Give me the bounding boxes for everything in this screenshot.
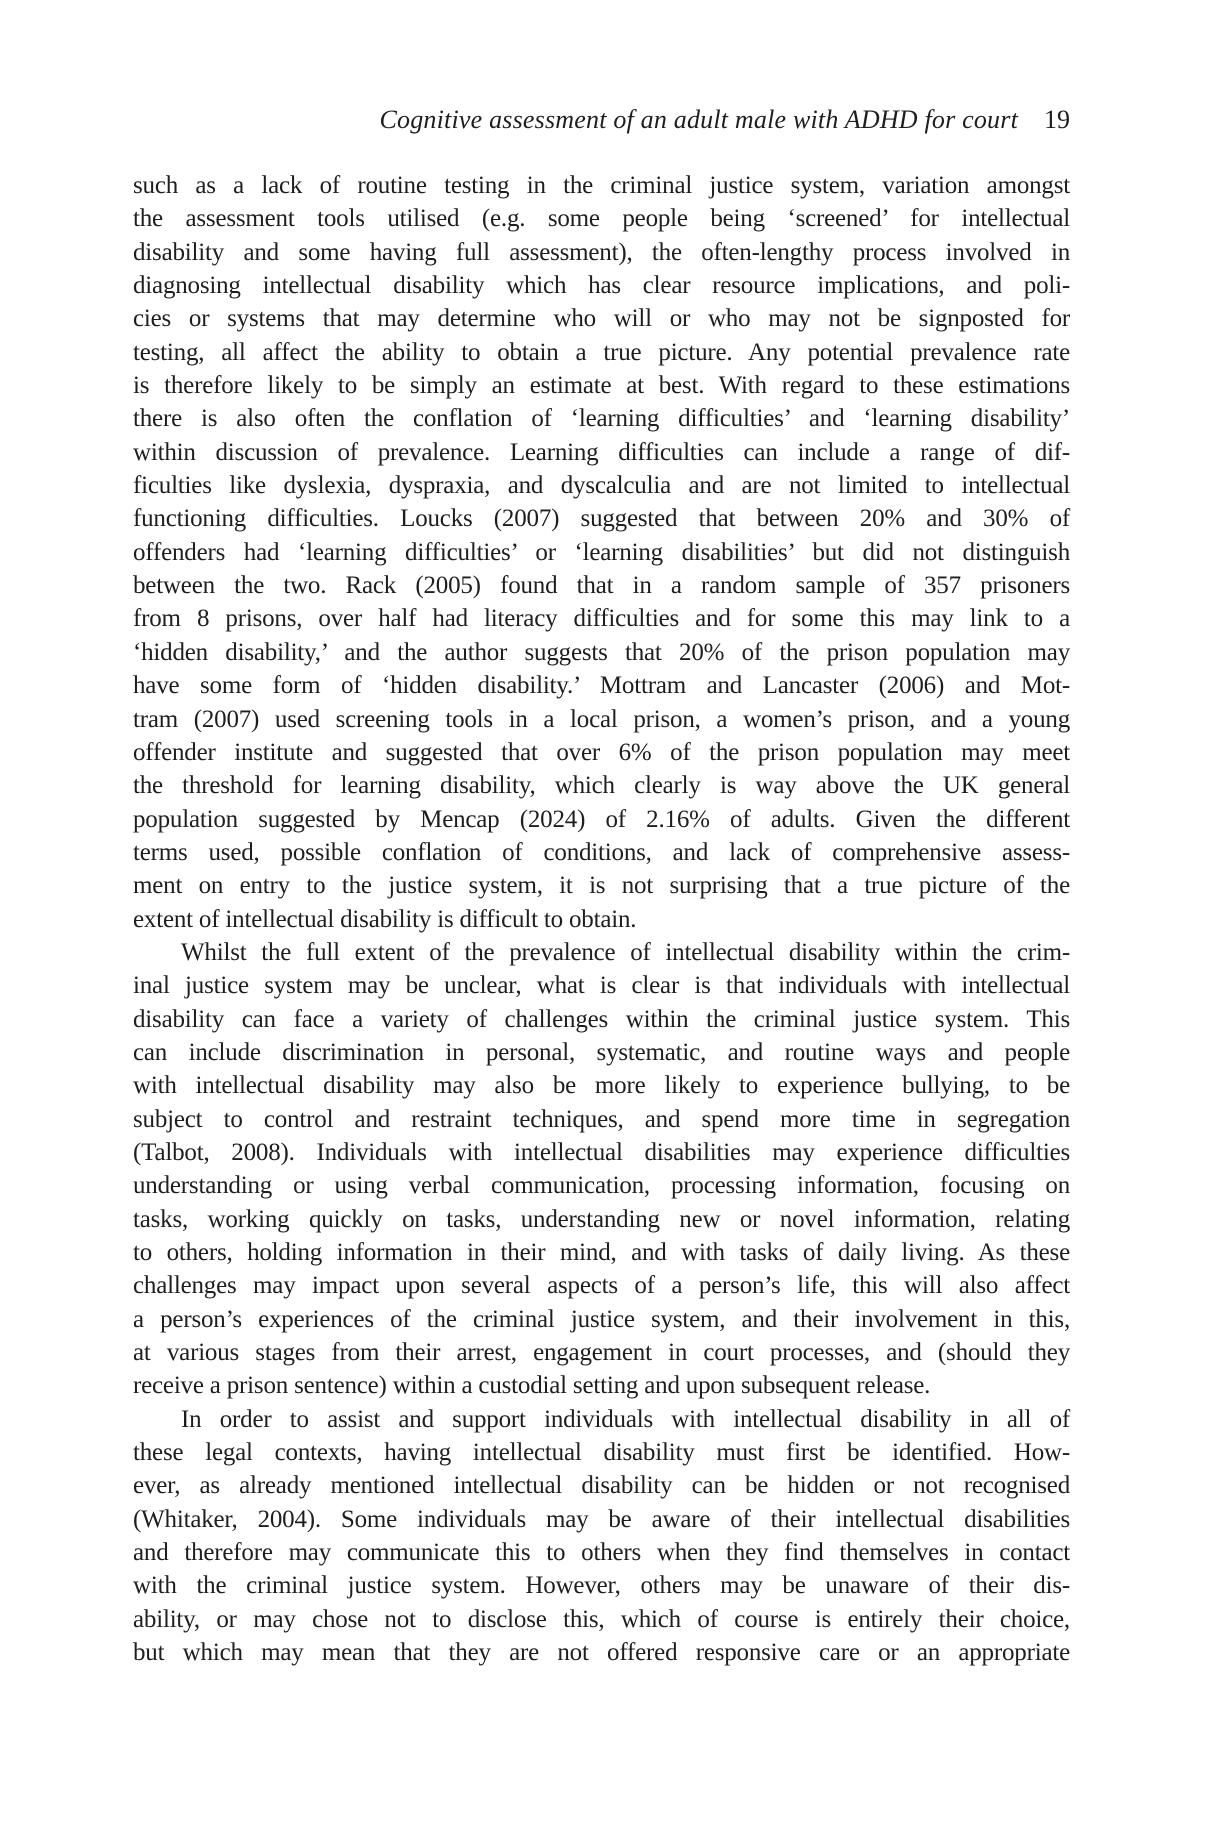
text-line: these legal contexts, having intellectual disability must first be identified. How- [133, 1439, 1070, 1467]
text-line: the assessment tools utilised (e.g. some people being ‘screened’ for intellectual [133, 205, 1070, 233]
text-line: receive a prison sentence) within a custodial setting and upon subsequent release. [133, 1372, 931, 1400]
text-line: ever, as already mentioned intellectual disability can be hidden or not recognised [133, 1472, 1070, 1500]
text-line: Whilst the full extent of the prevalence of intellectual disability within the crim- [181, 938, 1070, 966]
running-header [133, 104, 1070, 136]
text-line: ment on entry to the justice system, it is not surprising that a true picture of the [133, 872, 1070, 900]
text-line: with the criminal justice system. However, others may be unaware of their dis- [133, 1572, 1070, 1600]
text-line: a person’s experiences of the criminal justice system, and their involvement in this, [133, 1305, 1070, 1333]
text-line: there is also often the conflation of ‘learning difficulties’ and ‘learning disability’ [133, 405, 1070, 433]
text-line: population suggested by Mencap (2024) of 2.16% of adults. Given the different [133, 805, 1070, 833]
running-title: Cognitive assessment of an adult male with ADHD for court [379, 105, 1018, 134]
text-line: such as a lack of routine testing in the criminal justice system, variation amongst [133, 172, 1070, 199]
page-number: 19 [1044, 105, 1070, 134]
text-line: In order to assist and support individuals with intellectual disability in all of [181, 1405, 1070, 1433]
text-line: tasks, working quickly on tasks, understanding new or novel information, relating [133, 1205, 1070, 1233]
paragraph [133, 169, 1070, 936]
text-line: terms used, possible conflation of conditions, and lack of comprehensive assess- [133, 838, 1070, 866]
text-line: testing, all affect the ability to obtain a true picture. Any potential prevalence rate [133, 338, 1070, 366]
text-line: subject to control and restraint techniques, and spend more time in segregation [133, 1105, 1070, 1133]
text-line: extent of intellectual disability is difficult to obtain. [133, 905, 637, 933]
text-line: and therefore may communicate this to others when they find themselves in contact [133, 1539, 1070, 1567]
text-line: with intellectual disability may also be more likely to experience bullying, to be [133, 1072, 1070, 1100]
text-line: have some form of ‘hidden disability.’ Mottram and Lancaster (2006) and Mot- [133, 672, 1070, 700]
text-line: at various stages from their arrest, engagement in court processes, and (should they [133, 1339, 1070, 1367]
text-line: between the two. Rack (2005) found that in a random sample of 357 prisoners [133, 572, 1070, 600]
text-line: from 8 prisons, over half had literacy difficulties and for some this may link to a [133, 605, 1070, 633]
paragraph [133, 936, 1070, 1403]
text-line: disability and some having full assessment), the often-lengthy process involved in [133, 238, 1070, 266]
text-line: ability, or may chose not to disclose this, which of course is entirely their choice, [133, 1605, 1070, 1633]
text-line: challenges may impact upon several aspects of a person’s life, this will also affect [133, 1272, 1070, 1300]
text-line: (Whitaker, 2004). Some individuals may be aware of their intellectual disabilities [133, 1505, 1070, 1533]
text-line: inal justice system may be unclear, what is clear is that individuals with intellectual [133, 972, 1070, 1000]
text-line: to others, holding information in their mind, and with tasks of daily living. As these [133, 1239, 1070, 1266]
text-line: ficulties like dyslexia, dyspraxia, and dyscalculia and are not limited to intellectual [133, 472, 1070, 500]
text-line: understanding or using verbal communication, processing information, focusing on [133, 1172, 1070, 1200]
text-line: but which may mean that they are not offered responsive care or an appropriate [133, 1639, 1070, 1667]
text-line: can include discrimination in personal, systematic, and routine ways and people [133, 1038, 1070, 1066]
page-body [133, 169, 1070, 1669]
text-line: diagnosing intellectual disability which has clear resource implications, and poli- [133, 272, 1070, 300]
text-line: the threshold for learning disability, which clearly is way above the UK general [133, 772, 1070, 800]
text-line: functioning difficulties. Loucks (2007) suggested that between 20% and 30% of [133, 505, 1070, 533]
paragraph [133, 1403, 1070, 1670]
text-line: within discussion of prevalence. Learning difficulties can include a range of dif- [133, 438, 1070, 466]
text-line: cies or systems that may determine who will or who may not be signposted for [133, 305, 1070, 333]
text-line: offenders had ‘learning difficulties’ or ‘learning disabilities’ but did not distinguish [133, 538, 1070, 566]
text-line: ‘hidden disability,’ and the author suggests that 20% of the prison population may [133, 638, 1070, 666]
text-line: disability can face a variety of challenges within the criminal justice system. This [133, 1005, 1070, 1033]
text-line: is therefore likely to be simply an estimate at best. With regard to these estimations [133, 372, 1070, 400]
text-line: (Talbot, 2008). Individuals with intellectual disabilities may experience difficulties [133, 1138, 1070, 1166]
text-line: offender institute and suggested that over 6% of the prison population may meet [133, 738, 1070, 766]
text-line: tram (2007) used screening tools in a local prison, a women’s prison, and a young [133, 705, 1070, 733]
